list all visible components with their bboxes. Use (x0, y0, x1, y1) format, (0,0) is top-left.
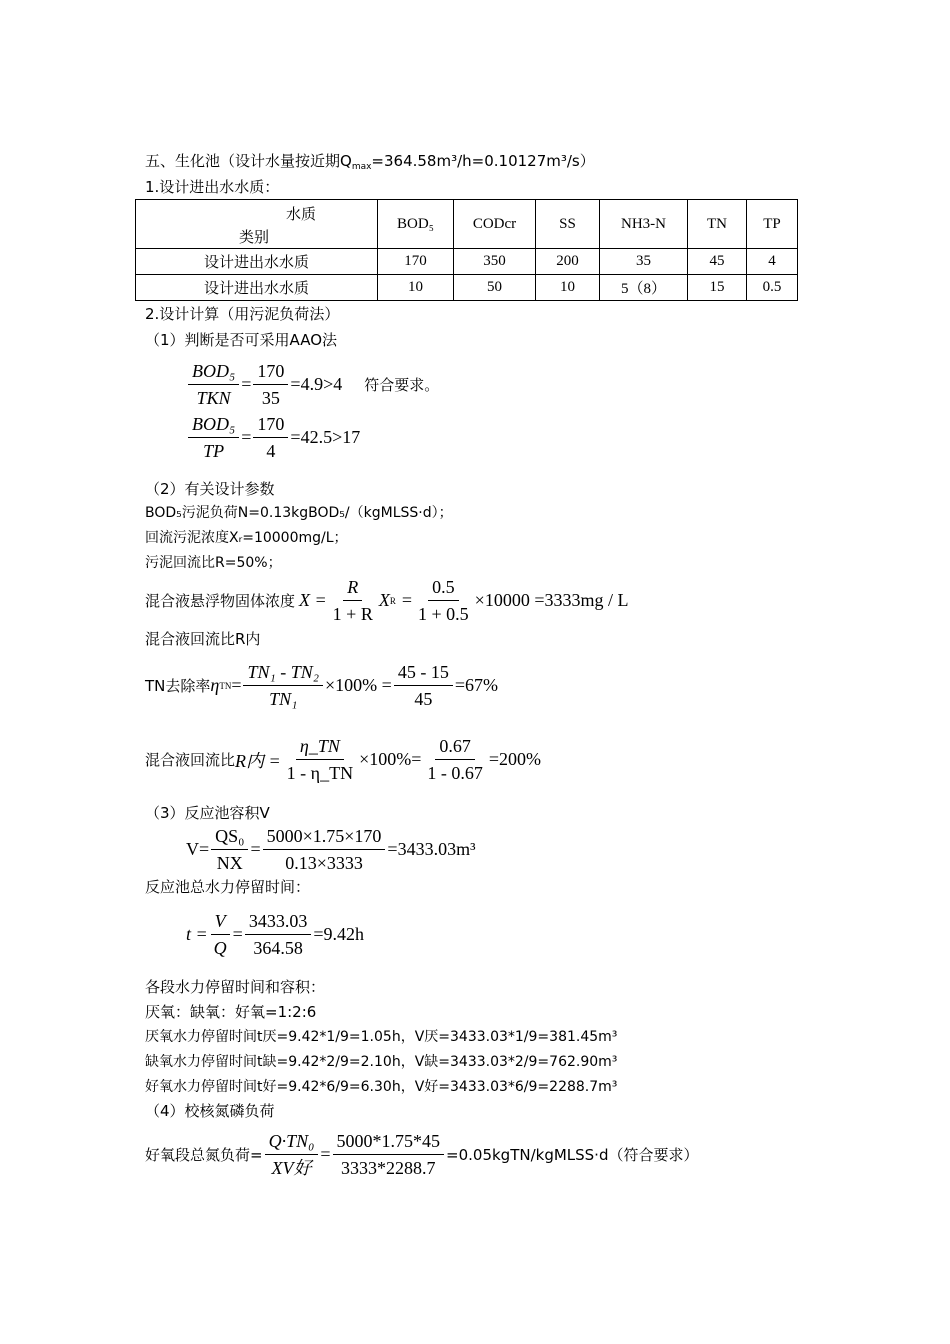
stage-ratio: 厌氧：缺氧：好氧=1:2:6 (145, 1003, 317, 1021)
table-header-diagonal: 水质 类别 (136, 200, 378, 249)
equation-bod-tp: $\frac{\text{BOD₅}}{TP}$ = $\frac{170}{4}$ =42.5>17 (186, 413, 360, 462)
param-internal-return: 混合液回流比R内 (145, 630, 261, 648)
col-header: SS (536, 200, 600, 249)
step-4-title: （4）校核氮磷负荷 (145, 1102, 275, 1120)
param-return-ratio: 污泥回流比R=50%； (145, 555, 282, 571)
table-row: 设计进出水水质 10 50 10 5（8） 15 0.5 (136, 275, 798, 301)
param-sludge-load: BOD₅污泥负荷N=0.13kgBOD₅/（kgMLSS·d）； (145, 505, 453, 521)
param-return-sludge: 回流污泥浓度Xᵣ=10000mg/L； (145, 530, 348, 546)
col-header: NH3-N (600, 200, 688, 249)
col-header: TP (747, 200, 798, 249)
step-1-title: （1）判断是否可采用AAO法 (145, 331, 338, 349)
stage-heading: 各段水力停留时间和容积： (145, 978, 326, 996)
water-quality-table (135, 199, 798, 301)
subheading-water-quality: 1.设计进出水水质： (145, 178, 280, 196)
step-2-title: （2）有关设计参数 (145, 480, 275, 498)
stage-anaerobic: 厌氧水力停留时间t厌=9.42*1/9=1.05h，V厌=3433.03*1/9=381.45m³ (145, 1029, 618, 1045)
equation-nitrogen-load: 好氧段总氮负荷= $\frac{\text{Q·TN₀}}{\text{XV好}}$ = $\frac{5000*1.75*45}{3333*2288.7}$ =0.05kgTN/kgMLSS·d（符合要求） (145, 1131, 699, 1178)
equation-hrt: t = $\frac{V}{Q}$ = $\frac{3433.03}{364.58}$ =9.42h (186, 911, 364, 958)
stage-aerobic: 好氧水力停留时间t好=9.42*6/9=6.30h，V好=3433.03*6/9=2288.7m³ (145, 1079, 618, 1095)
step-3-title: （3）反应池容积V (145, 804, 270, 822)
equation-internal-ratio: 混合液回流比 R内 = $\frac{\eta\_TN}{1 - \eta\_TN}$ ×100%= $\frac{0.67}{1 - 0.67}$ =200% (145, 736, 542, 783)
subheading-calc: 2.设计计算（用污泥负荷法） (145, 305, 340, 323)
col-header: CODcr (454, 200, 536, 249)
stage-anoxic: 缺氧水力停留时间t缺=9.42*2/9=2.10h，V缺=3433.03*2/9=762.90m³ (145, 1054, 618, 1070)
col-header: BOD₅ (378, 200, 454, 249)
equation-volume: V= $\frac{\text{QS₀}}{NX}$ = $\frac{5000\times 1.75\times 170}{0.13\times 3333}$ =3433.03m³ (186, 826, 476, 873)
col-header: TN (688, 200, 747, 249)
hrt-heading: 反应池总水力停留时间： (145, 878, 311, 896)
equation-mlss: 混合液悬浮物固体浓度 X = $\frac{R}{1 + R}$ X R = $\frac{0.5}{1 + 0.5}$ ×10000 =3333mg / L (145, 577, 629, 624)
equation-bod-tkn: $\frac{\text{BOD₅}}{\text{TKN}}$ = $\frac{170}{35}$ =4.9>4 符合要求。 (186, 360, 439, 409)
equation-tn-removal: TN去除率 η TN = $\frac{\text{TN₁ - TN₂}}{\text{TN₁}}$ ×100% = $\frac{45 - 15}{45}$ =67% (145, 662, 498, 709)
table-row: 设计进出水水质 170 350 200 35 45 4 (136, 249, 798, 275)
section-heading: 五、生化池（设计水量按近期$Q_{max}=364.58m^3/h=0.10127m^3/s$） (145, 152, 595, 172)
